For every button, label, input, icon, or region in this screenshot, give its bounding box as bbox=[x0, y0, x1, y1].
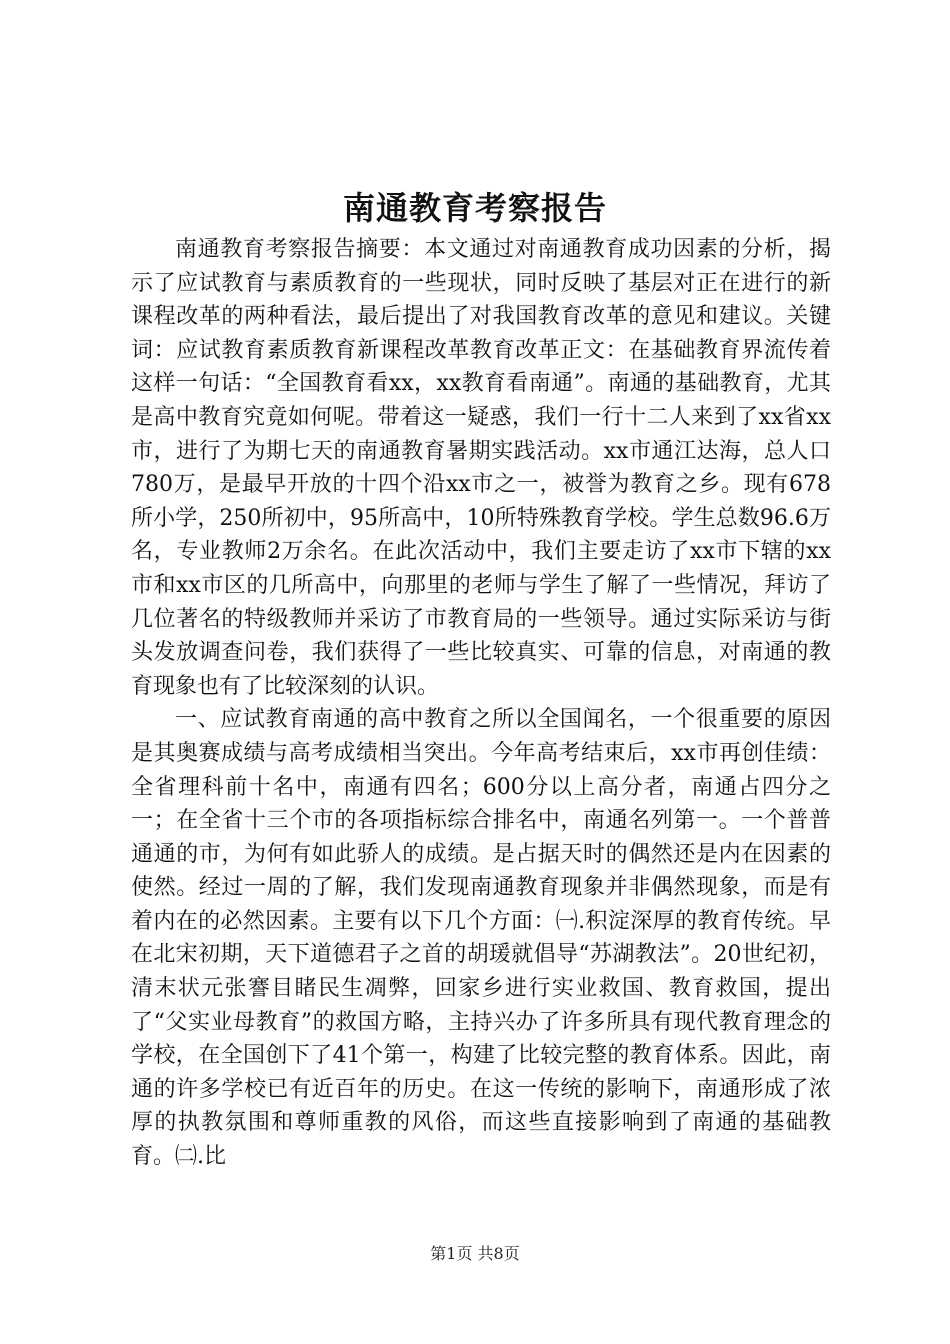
paragraph-abstract: 南通教育考察报告摘要：本文通过对南通教育成功因素的分析，揭示了应试教育与素质教育的一些现状，同时反映了基层对正在进行的新课程改革的两种看法，最后提出了对我国教育改革的意见和建议。关键词：应试教育素质教育新课程改革教育改革正文：在基础教育界流传着这样一句话：“全国教育看xx，xx教育看南通”。南通的基础教育，尤其是高中教育究竟如何呢。带着这一疑惑，我们一行十二人来到了xx省xx市，进行了为期七天的南通教育暑期实践活动。xx市通江达海，总人口780万，是最早开放的十四个沿xx市之一，被誉为教育之乡。现有678所小学，250所初中，95所高中，10所特殊教育学校。学生总数96.6万名，专业教师2万余名。在此次活动中，我们主要走访了xx市下辖的xx市和xx市区的几所高中，向那里的老师与学生了解了一些情况，拜访了几位著名的特级教师并采访了市教育局的一些领导。通过实际采访与街头发放调查问卷，我们获得了一些比较真实、可靠的信息，对南通的教育现象也有了比较深刻的认识。 bbox=[131, 237, 831, 699]
document-body bbox=[131, 233, 831, 1174]
paragraph-section-one: 一、应试教育南通的高中教育之所以全国闻名，一个很重要的原因是其奥赛成绩与高考成绩相当突出。今年高考结束后，xx市再创佳绩：全省理科前十名中，南通有四名；600分以上高分者，南通占四分之一；在全省十三个市的各项指标综合排名中，南通名列第一。一个普普通通的市，为何有如此骄人的成绩。是占据天时的偶然还是内在因素的使然。经过一周的了解，我们发现南通教育现象并非偶然现象，而是有着内在的必然因素。主要有以下几个方面：㈠.积淀深厚的教育传统。早在北宋初期，天下道德君子之首的胡瑗就倡导“苏湖教法”。20世纪初，清末状元张謇目睹民生凋弊，回家乡进行实业救国、教育救国，提出了“父实业母教育”的救国方略，主持兴办了许多所具有现代教育理念的学校，在全国创下了41个第一，构建了比较完整的教育体系。因此，南通的许多学校已有近百年的历史。在这一传统的影响下，南通形成了浓厚的执教氛围和尊师重教的风俗，而这些直接影响到了南通的基础教育。㈡.比 bbox=[131, 707, 831, 1170]
document-title: 南通教育考察报告 bbox=[342, 189, 607, 227]
page-number-footer: 第1页 共8页 bbox=[430, 1244, 520, 1263]
